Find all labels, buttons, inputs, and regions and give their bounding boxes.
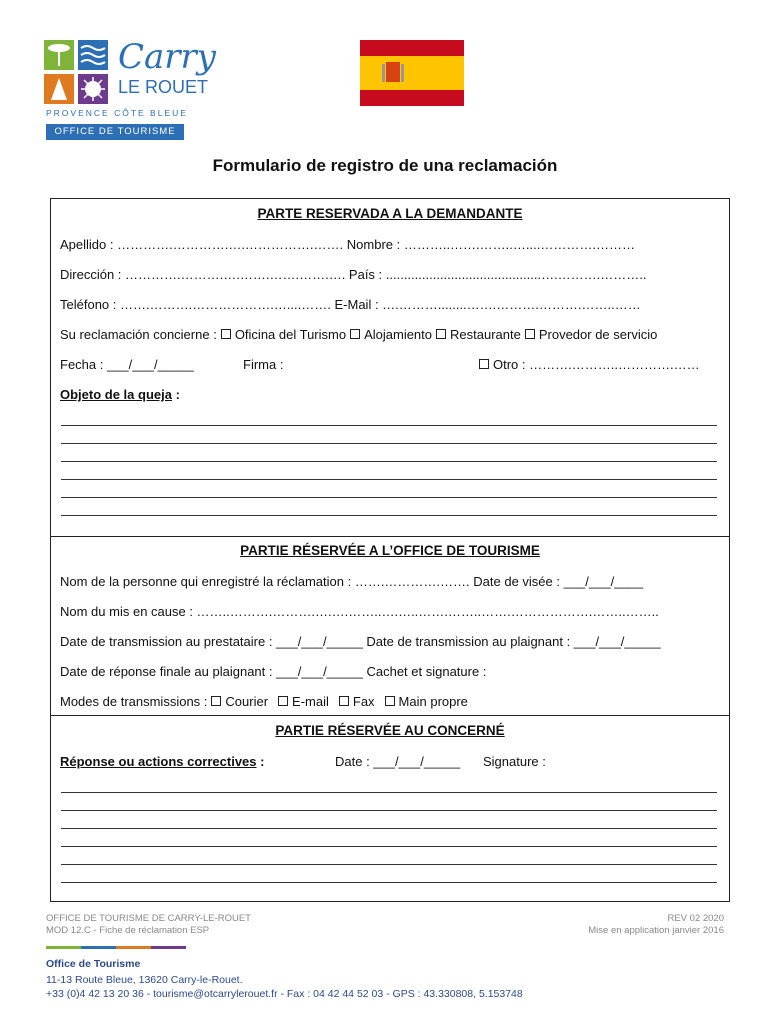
objeto-lines[interactable] [61, 425, 717, 533]
checkbox-alojamiento[interactable] [350, 329, 360, 339]
option-provedor: Provedor de servicio [538, 327, 658, 342]
logo-le-rouet-text: LE ROUET [118, 77, 209, 97]
option-restaurante: Restaurante [450, 327, 521, 342]
checkbox-provedor[interactable] [525, 329, 535, 339]
apellido-nombre-field[interactable]: Apellido : ………….………….….…………….……. Nombre : ………..…….……..…....………….……… [60, 237, 635, 252]
reclamacion-row [60, 327, 657, 342]
footer-application-date: Mise en application janvier 2016 [588, 925, 724, 936]
checkbox-email[interactable] [278, 696, 288, 706]
firma-field[interactable]: Firma : [243, 357, 284, 372]
checkbox-otro[interactable] [479, 359, 489, 369]
footer-form-ref: MOD 12.C - Fiche de réclamation ESP [46, 925, 210, 936]
footer-revision: REV 02 2020 [667, 913, 724, 924]
direccion-pais-field[interactable]: Dirección : ………….……….….…….…….…….…. País : ...........................................….……….……….. [60, 267, 647, 282]
checkbox-oficina[interactable] [221, 329, 231, 339]
concerne-date-field[interactable]: Date : ___/___/_____ [335, 754, 461, 769]
objeto-label: Objeto de la queja [60, 387, 172, 402]
section2-header: PARTIE RÉSERVÉE A L’OFFICE DE TOURISME [240, 543, 540, 558]
logo-carry-text: Carry [118, 37, 216, 77]
fecha-field[interactable]: Fecha : ___/___/_____ [60, 357, 194, 372]
reponse-row [60, 754, 264, 769]
reponse-suffix: : [256, 754, 265, 769]
footer-office-name: OFFICE DE TOURISME DE CARRY-LE-ROUET [46, 913, 251, 924]
telefono-email-field[interactable]: Teléfono : …….……….……………….…....……. E-Mail : ….………........…….……….……….……..…… [60, 297, 641, 312]
logo-office-badge: OFFICE DE TOURISME [46, 124, 184, 140]
objeto-suffix: : [171, 387, 180, 402]
mode-email: E-mail [292, 694, 329, 709]
checkbox-courier[interactable] [211, 696, 221, 706]
complaint-form [50, 198, 730, 902]
modes-row [60, 694, 468, 709]
mode-main-propre: Main propre [398, 694, 468, 709]
page-title: Formulario de registro de una reclamación [212, 156, 558, 175]
checkbox-main-propre[interactable] [385, 696, 395, 706]
otro-row [475, 357, 700, 372]
checkbox-fax[interactable] [339, 696, 349, 706]
brand-logo [44, 37, 234, 142]
footer-contact: +33 (0)4 42 13 20 36 - tourisme@otcarrylerouet.fr - Fax : 04 42 44 52 03 - GPS : 43.330808, 5.153748 [46, 988, 523, 1000]
section-divider [51, 715, 729, 716]
section1-header: PARTE RESERVADA A LA DEMANDANTE [257, 206, 523, 221]
checkbox-restaurante[interactable] [436, 329, 446, 339]
section-divider [51, 536, 729, 537]
reponse-label: Réponse ou actions correctives [60, 754, 257, 769]
reclamacion-label: Su reclamación concierne : [60, 327, 217, 342]
transmission-field[interactable]: Date de transmission au prestataire : ___/___/_____ Date de transmission au plaignant : ___/___/_____ [60, 634, 661, 649]
concerne-signature-field[interactable]: Signature : [483, 754, 546, 769]
section3-header: PARTIE RÉSERVÉE AU CONCERNÉ [275, 723, 505, 738]
nom-mis-field[interactable]: Nom du mis en cause : ……..……….……….….….……..….…..…….……..…….……………….……..…….. [60, 604, 659, 619]
footer-office-title: Office de Tourisme [46, 958, 141, 970]
objeto-row [60, 387, 180, 402]
otro-field[interactable]: Otro : ……….………..………….…… [493, 357, 700, 372]
mode-courier: Courier [225, 694, 269, 709]
footer-color-bar [46, 946, 186, 949]
reponse-lines[interactable] [61, 792, 717, 900]
spain-flag-icon [360, 40, 464, 106]
footer-address: 11-13 Route Bleue, 13620 Carry-le-Rouet. [46, 974, 243, 986]
mode-fax: Fax [352, 694, 375, 709]
option-alojamiento: Alojamiento [364, 327, 433, 342]
option-oficina: Oficina del Turismo [234, 327, 347, 342]
nom-personne-field[interactable]: Nom de la personne qui enregistré la réclamation : …….………….……. Date de visée : ___/___/____ [60, 574, 644, 589]
logo-region-text: PROVENCE CÔTE BLEUE [46, 108, 188, 118]
reponse-finale-field[interactable]: Date de réponse finale au plaignant : ___/___/_____ Cachet et signature : [60, 664, 487, 679]
modes-label: Modes de transmissions : [60, 694, 208, 709]
